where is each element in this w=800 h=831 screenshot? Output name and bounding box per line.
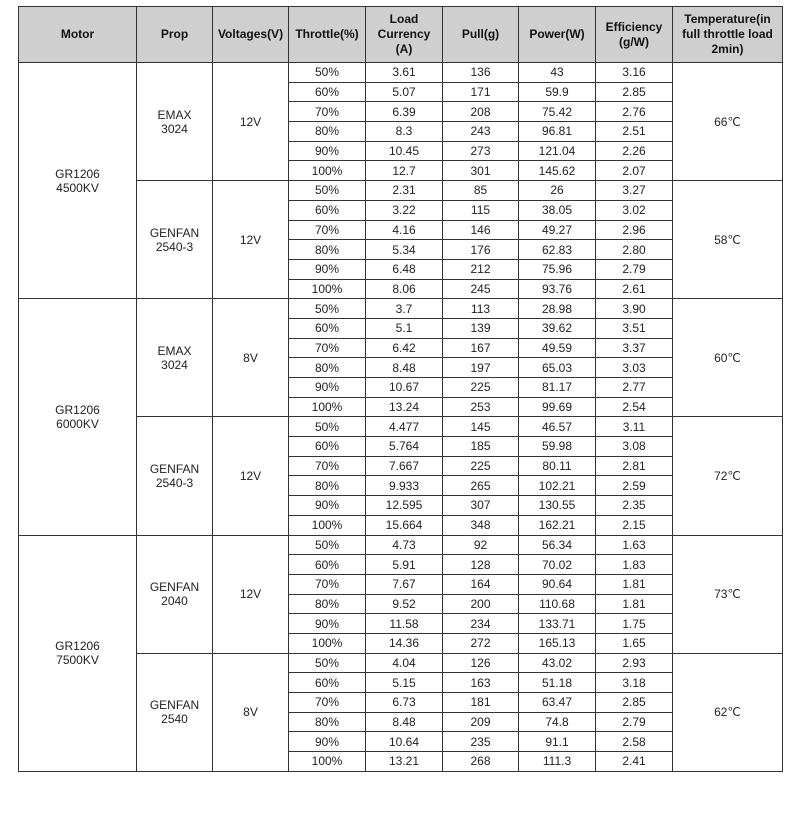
- power-cell: 80.11: [519, 456, 596, 476]
- prop-cell: [137, 63, 213, 181]
- power-cell: 26: [519, 181, 596, 201]
- header-throttle-label: Throttle(%): [295, 27, 359, 41]
- power-cell: 145.62: [519, 161, 596, 181]
- pull-cell: 243: [443, 122, 519, 142]
- current-cell: 6.48: [366, 259, 443, 279]
- header-pull-label: Pull(g): [461, 27, 500, 41]
- power-cell: 75.42: [519, 102, 596, 122]
- power-cell: 74.8: [519, 712, 596, 732]
- efficiency-cell: 2.26: [596, 141, 673, 161]
- prop-name-line1: EMAX: [157, 107, 192, 122]
- throttle-cell: 50%: [289, 63, 366, 83]
- header-pull: [443, 7, 519, 63]
- power-cell: 130.55: [519, 496, 596, 516]
- prop-name-line1: GENFAN: [149, 580, 200, 595]
- header-current-line2: Currency: [377, 27, 431, 41]
- efficiency-cell: 2.51: [596, 122, 673, 142]
- power-cell: 59.9: [519, 82, 596, 102]
- pull-cell: 234: [443, 614, 519, 634]
- prop-name-line1: GENFAN: [149, 698, 200, 713]
- prop-cell: [137, 299, 213, 417]
- prop-name-line2: 3024: [161, 357, 188, 372]
- header-throttle: [289, 7, 366, 63]
- power-cell: 133.71: [519, 614, 596, 634]
- throttle-cell: 60%: [289, 200, 366, 220]
- pull-cell: 146: [443, 220, 519, 240]
- power-cell: 102.21: [519, 476, 596, 496]
- header-prop-label: Prop: [160, 27, 189, 41]
- efficiency-cell: 2.61: [596, 279, 673, 299]
- current-cell: 11.58: [366, 614, 443, 634]
- power-cell: 65.03: [519, 358, 596, 378]
- power-cell: 70.02: [519, 555, 596, 575]
- current-cell: 14.36: [366, 633, 443, 653]
- pull-cell: 176: [443, 240, 519, 260]
- voltage-cell: 12V: [213, 417, 289, 535]
- efficiency-cell: 2.35: [596, 496, 673, 516]
- pull-cell: 301: [443, 161, 519, 181]
- pull-cell: 85: [443, 181, 519, 201]
- pull-cell: 164: [443, 574, 519, 594]
- prop-name-line2: 3024: [161, 121, 188, 136]
- throttle-cell: 90%: [289, 141, 366, 161]
- header-voltage: [213, 7, 289, 63]
- power-cell: 49.59: [519, 338, 596, 358]
- prop-name-line2: 2540-3: [155, 239, 194, 254]
- pull-cell: 209: [443, 712, 519, 732]
- throttle-cell: 80%: [289, 240, 366, 260]
- pull-cell: 145: [443, 417, 519, 437]
- current-cell: 4.16: [366, 220, 443, 240]
- power-cell: 62.83: [519, 240, 596, 260]
- voltage-cell: 12V: [213, 63, 289, 181]
- pull-cell: 225: [443, 378, 519, 398]
- throttle-cell: 100%: [289, 279, 366, 299]
- pull-cell: 212: [443, 259, 519, 279]
- header-power: [519, 7, 596, 63]
- header-temp-line2: full throttle load: [682, 27, 773, 41]
- efficiency-cell: 2.15: [596, 515, 673, 535]
- efficiency-cell: 3.11: [596, 417, 673, 437]
- efficiency-cell: 2.54: [596, 397, 673, 417]
- current-cell: 5.15: [366, 673, 443, 693]
- efficiency-cell: 3.16: [596, 63, 673, 83]
- table-body: [19, 63, 783, 772]
- power-cell: 59.98: [519, 437, 596, 457]
- prop-name-line1: GENFAN: [149, 225, 200, 240]
- pull-cell: 171: [443, 82, 519, 102]
- current-cell: 5.764: [366, 437, 443, 457]
- throttle-cell: 50%: [289, 417, 366, 437]
- prop-name-line2: 2540-3: [155, 475, 194, 490]
- header-temperature: [673, 7, 783, 63]
- throttle-cell: 70%: [289, 102, 366, 122]
- power-cell: 165.13: [519, 633, 596, 653]
- motor-name-line2: 4500KV: [56, 180, 99, 195]
- efficiency-cell: 2.96: [596, 220, 673, 240]
- current-cell: 2.31: [366, 181, 443, 201]
- pull-cell: 167: [443, 338, 519, 358]
- current-cell: 12.7: [366, 161, 443, 181]
- power-cell: 96.81: [519, 122, 596, 142]
- header-current-line1: Load: [389, 12, 419, 26]
- pull-cell: 128: [443, 555, 519, 575]
- motor-cell: [19, 299, 137, 535]
- throttle-cell: 80%: [289, 594, 366, 614]
- throttle-cell: 70%: [289, 574, 366, 594]
- current-cell: 3.61: [366, 63, 443, 83]
- pull-cell: 139: [443, 318, 519, 338]
- throttle-cell: 100%: [289, 752, 366, 772]
- pull-cell: 113: [443, 299, 519, 319]
- temperature-cell: 73℃: [673, 535, 783, 653]
- power-cell: 111.3: [519, 752, 596, 772]
- motor-name-line1: GR1206: [55, 639, 100, 654]
- current-cell: 4.04: [366, 653, 443, 673]
- power-cell: 110.68: [519, 594, 596, 614]
- temperature-cell: 58℃: [673, 181, 783, 299]
- efficiency-cell: 3.18: [596, 673, 673, 693]
- current-cell: 4.73: [366, 535, 443, 555]
- header-temp-line3: 2min): [711, 42, 744, 56]
- pull-cell: 235: [443, 732, 519, 752]
- throttle-cell: 80%: [289, 476, 366, 496]
- current-cell: 15.664: [366, 515, 443, 535]
- power-cell: 38.05: [519, 200, 596, 220]
- efficiency-cell: 3.90: [596, 299, 673, 319]
- temperature-cell: 72℃: [673, 417, 783, 535]
- voltage-cell: 8V: [213, 653, 289, 771]
- pull-cell: 163: [443, 673, 519, 693]
- motor-name-line2: 6000KV: [56, 416, 99, 431]
- table-row: [19, 535, 783, 555]
- throttle-cell: 90%: [289, 496, 366, 516]
- efficiency-cell: 2.93: [596, 653, 673, 673]
- current-cell: 8.06: [366, 279, 443, 299]
- header-efficiency-line2: (g/W): [619, 34, 649, 49]
- header-temp-line1: Temperature(in: [684, 12, 771, 26]
- power-cell: 81.17: [519, 378, 596, 398]
- throttle-cell: 100%: [289, 515, 366, 535]
- prop-cell: [137, 535, 213, 653]
- temperature-cell: 60℃: [673, 299, 783, 417]
- pull-cell: 136: [443, 63, 519, 83]
- efficiency-cell: 3.27: [596, 181, 673, 201]
- power-cell: 63.47: [519, 693, 596, 713]
- current-cell: 9.933: [366, 476, 443, 496]
- current-cell: 6.39: [366, 102, 443, 122]
- throttle-cell: 90%: [289, 614, 366, 634]
- current-cell: 8.48: [366, 712, 443, 732]
- prop-cell: [137, 653, 213, 771]
- throttle-cell: 100%: [289, 161, 366, 181]
- current-cell: 8.48: [366, 358, 443, 378]
- current-cell: 5.07: [366, 82, 443, 102]
- power-cell: 28.98: [519, 299, 596, 319]
- pull-cell: 181: [443, 693, 519, 713]
- pull-cell: 245: [443, 279, 519, 299]
- power-cell: 49.27: [519, 220, 596, 240]
- efficiency-cell: 2.85: [596, 693, 673, 713]
- current-cell: 13.21: [366, 752, 443, 772]
- pull-cell: 273: [443, 141, 519, 161]
- throttle-cell: 50%: [289, 535, 366, 555]
- current-cell: 5.91: [366, 555, 443, 575]
- prop-name-line1: EMAX: [157, 343, 192, 358]
- temperature-cell: 62℃: [673, 653, 783, 771]
- header-motor: [19, 7, 137, 63]
- pull-cell: 225: [443, 456, 519, 476]
- motor-cell: [19, 63, 137, 299]
- header-efficiency-line1: Efficiency: [605, 19, 663, 34]
- current-cell: 6.42: [366, 338, 443, 358]
- voltage-cell: 12V: [213, 181, 289, 299]
- throttle-cell: 60%: [289, 555, 366, 575]
- power-cell: 46.57: [519, 417, 596, 437]
- power-cell: 90.64: [519, 574, 596, 594]
- throttle-cell: 60%: [289, 318, 366, 338]
- prop-name-line2: 2040: [161, 594, 188, 609]
- power-cell: 51.18: [519, 673, 596, 693]
- pull-cell: 272: [443, 633, 519, 653]
- power-cell: 43.02: [519, 653, 596, 673]
- throttle-cell: 90%: [289, 378, 366, 398]
- efficiency-cell: 2.80: [596, 240, 673, 260]
- motor-name-line2: 7500KV: [56, 653, 99, 668]
- voltage-cell: 8V: [213, 299, 289, 417]
- motor-cell: [19, 535, 137, 771]
- throttle-cell: 50%: [289, 653, 366, 673]
- power-cell: 91.1: [519, 732, 596, 752]
- motor-name-line1: GR1206: [55, 402, 100, 417]
- power-cell: 162.21: [519, 515, 596, 535]
- power-cell: 121.04: [519, 141, 596, 161]
- power-cell: 43: [519, 63, 596, 83]
- motor-spec-table: [18, 6, 783, 772]
- current-cell: 3.22: [366, 200, 443, 220]
- efficiency-cell: 2.41: [596, 752, 673, 772]
- voltage-cell: 12V: [213, 535, 289, 653]
- pull-cell: 92: [443, 535, 519, 555]
- throttle-cell: 60%: [289, 82, 366, 102]
- pull-cell: 268: [443, 752, 519, 772]
- throttle-cell: 80%: [289, 122, 366, 142]
- throttle-cell: 100%: [289, 397, 366, 417]
- power-cell: 99.69: [519, 397, 596, 417]
- throttle-cell: 80%: [289, 712, 366, 732]
- table-row: [19, 299, 783, 319]
- efficiency-cell: 1.63: [596, 535, 673, 555]
- efficiency-cell: 2.76: [596, 102, 673, 122]
- motor-name-line1: GR1206: [55, 166, 100, 181]
- efficiency-cell: 2.81: [596, 456, 673, 476]
- efficiency-cell: 3.51: [596, 318, 673, 338]
- throttle-cell: 60%: [289, 437, 366, 457]
- throttle-cell: 70%: [289, 693, 366, 713]
- current-cell: 10.64: [366, 732, 443, 752]
- header-voltage-label: Voltages(V): [217, 27, 284, 41]
- pull-cell: 265: [443, 476, 519, 496]
- efficiency-cell: 1.65: [596, 633, 673, 653]
- current-cell: 7.67: [366, 574, 443, 594]
- header-current-line3: (A): [395, 42, 413, 56]
- power-cell: 56.34: [519, 535, 596, 555]
- throttle-cell: 70%: [289, 338, 366, 358]
- power-cell: 39.62: [519, 318, 596, 338]
- throttle-cell: 90%: [289, 732, 366, 752]
- efficiency-cell: 2.85: [596, 82, 673, 102]
- throttle-cell: 50%: [289, 299, 366, 319]
- throttle-cell: 70%: [289, 220, 366, 240]
- temperature-cell: 66℃: [673, 63, 783, 181]
- current-cell: 7.667: [366, 456, 443, 476]
- efficiency-cell: 2.79: [596, 259, 673, 279]
- pull-cell: 208: [443, 102, 519, 122]
- current-cell: 8.3: [366, 122, 443, 142]
- prop-name-line1: GENFAN: [149, 461, 200, 476]
- efficiency-cell: 3.08: [596, 437, 673, 457]
- current-cell: 13.24: [366, 397, 443, 417]
- current-cell: 6.73: [366, 693, 443, 713]
- current-cell: 10.67: [366, 378, 443, 398]
- pull-cell: 348: [443, 515, 519, 535]
- efficiency-cell: 1.83: [596, 555, 673, 575]
- pull-cell: 185: [443, 437, 519, 457]
- pull-cell: 307: [443, 496, 519, 516]
- throttle-cell: 90%: [289, 259, 366, 279]
- throttle-cell: 100%: [289, 633, 366, 653]
- efficiency-cell: 1.81: [596, 594, 673, 614]
- throttle-cell: 50%: [289, 181, 366, 201]
- efficiency-cell: 1.81: [596, 574, 673, 594]
- header-power-label: Power(W): [529, 27, 585, 41]
- pull-cell: 253: [443, 397, 519, 417]
- efficiency-cell: 3.37: [596, 338, 673, 358]
- prop-cell: [137, 181, 213, 299]
- throttle-cell: 60%: [289, 673, 366, 693]
- throttle-cell: 80%: [289, 358, 366, 378]
- current-cell: 5.34: [366, 240, 443, 260]
- efficiency-cell: 1.75: [596, 614, 673, 634]
- header-load-current: [366, 7, 443, 63]
- efficiency-cell: 2.07: [596, 161, 673, 181]
- prop-cell: [137, 417, 213, 535]
- efficiency-cell: 2.58: [596, 732, 673, 752]
- power-cell: 93.76: [519, 279, 596, 299]
- efficiency-cell: 2.77: [596, 378, 673, 398]
- efficiency-cell: 3.03: [596, 358, 673, 378]
- power-cell: 75.96: [519, 259, 596, 279]
- current-cell: 5.1: [366, 318, 443, 338]
- prop-name-line2: 2540: [161, 712, 188, 727]
- efficiency-cell: 2.59: [596, 476, 673, 496]
- pull-cell: 200: [443, 594, 519, 614]
- header-motor-label: Motor: [60, 27, 95, 41]
- current-cell: 4.477: [366, 417, 443, 437]
- header-efficiency: [596, 7, 673, 63]
- pull-cell: 197: [443, 358, 519, 378]
- table-row: [19, 63, 783, 83]
- throttle-cell: 70%: [289, 456, 366, 476]
- current-cell: 9.52: [366, 594, 443, 614]
- pull-cell: 126: [443, 653, 519, 673]
- efficiency-cell: 3.02: [596, 200, 673, 220]
- header-prop: [137, 7, 213, 63]
- current-cell: 12.595: [366, 496, 443, 516]
- current-cell: 10.45: [366, 141, 443, 161]
- efficiency-cell: 2.79: [596, 712, 673, 732]
- current-cell: 3.7: [366, 299, 443, 319]
- table-header-row: [19, 7, 783, 63]
- pull-cell: 115: [443, 200, 519, 220]
